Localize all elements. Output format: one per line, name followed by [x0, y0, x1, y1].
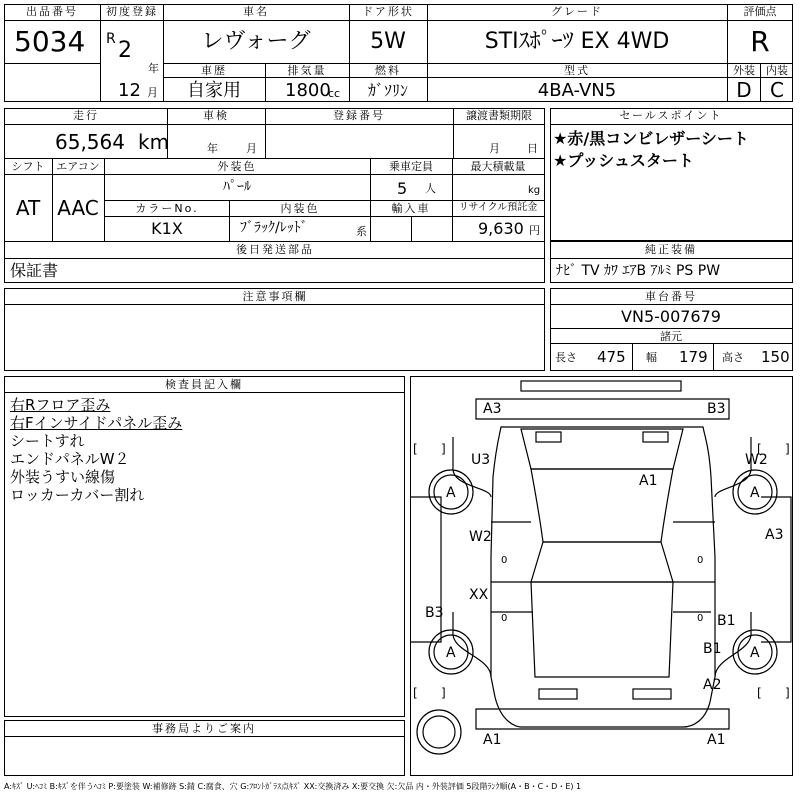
bracket-rear-right-close: ] [785, 442, 790, 456]
later-parts-label: 後日発送部品 [236, 243, 314, 256]
inspection-month-unit: 月 [246, 142, 257, 155]
score-label: 評価点 [743, 5, 777, 18]
interior-color: ﾌﾞﾗｯｸ/ﾚｯﾄﾞ [240, 220, 308, 236]
hood-panel [531, 582, 673, 677]
lot-label: 出品番号 [26, 5, 78, 18]
equipment-label: 純正装備 [645, 243, 697, 256]
exterior-score-label: 外装 [733, 64, 755, 77]
history-label: 車歴 [201, 64, 227, 77]
door-zero-4: 0 [697, 613, 704, 624]
shift-label: シフト [11, 160, 45, 173]
length-label: 長さ [555, 351, 577, 364]
office-notice-label: 事務局よりご案内 [152, 722, 256, 735]
model-code: 4BA-VN5 [537, 80, 617, 101]
capacity: 5 [397, 179, 408, 198]
inspection-year-unit: 年 [207, 142, 218, 155]
car-body-outline [491, 427, 715, 727]
mark-tire-rr: A [750, 485, 760, 501]
door-type: 5W [370, 29, 406, 54]
mark-tire-fr: A [750, 645, 760, 661]
mark-door-xx: XX [469, 587, 489, 603]
registration-month: 12 [118, 80, 141, 101]
inspector-note-line: 右Rフロア歪み [10, 396, 111, 414]
displacement-unit: cc [328, 87, 341, 100]
chassis-number: VN5-007679 [621, 307, 721, 326]
mark-fender-a2: A2 [703, 677, 722, 693]
grade-label: グレード [551, 5, 603, 18]
inspector-note-line: 右Fインサイドパネル歪み [10, 414, 183, 432]
headlamp-right [633, 689, 671, 699]
aircon-label: エアコン [56, 160, 100, 173]
diagram-rear-edge [521, 381, 681, 391]
inspector-note-line: エンドパネルW２ [10, 450, 130, 468]
inspector-note-line: シートすれ [10, 432, 85, 450]
inspector-notes-list [10, 396, 182, 504]
mark-front-right-b1: B1 [717, 613, 736, 629]
tail-lamp-right [643, 432, 668, 442]
equipment: ﾅﾋﾞ TV ｶﾜ ｴｱB ｱﾙﾐ PS PW [556, 263, 721, 279]
length: 475 [597, 348, 626, 366]
height-label: 高さ [722, 351, 744, 364]
door-zero-3: 0 [697, 555, 704, 566]
mileage-label: 走行 [73, 109, 99, 122]
interior-score: C [770, 78, 784, 102]
era: R [106, 31, 116, 47]
bracket-rear-left-open: [ [413, 442, 418, 456]
mileage: 65,564 [55, 130, 125, 154]
displacement-label: 排気量 [287, 64, 327, 77]
year-unit: 年 [148, 62, 159, 75]
mark-left-side: B3 [425, 605, 444, 621]
max-load-label: 最大積載量 [470, 160, 526, 173]
damage-diagram [410, 376, 793, 776]
bracket-front-left-close: ] [441, 686, 446, 700]
exterior-score: D [736, 78, 752, 102]
shift: AT [15, 196, 41, 220]
later-parts: 保証書 [10, 261, 59, 280]
mark-roof: A1 [639, 473, 658, 489]
color-number-label: カラーNo. [135, 202, 199, 215]
bracket-rear-right-open: [ [757, 442, 762, 456]
interior-score-label: 内装 [766, 64, 788, 77]
grade: STIｽﾎﾟｰﾂ EX 4WD [484, 29, 670, 54]
mark-rear-right: B3 [707, 401, 726, 417]
dimensions-label: 諸元 [660, 330, 682, 343]
month-unit: 月 [147, 86, 158, 99]
history: 自家用 [187, 80, 241, 101]
door-zero-1: 0 [501, 555, 508, 566]
car-name: レヴォーグ [201, 29, 311, 54]
mark-u3: U3 [471, 452, 491, 468]
bracket-rear-left-close: ] [441, 442, 446, 456]
mark-bumper-right: A1 [707, 732, 726, 748]
inspector-note-line: ロッカーカバー割れ [10, 486, 145, 504]
car-diagram-svg [411, 377, 792, 775]
windshield [531, 542, 673, 582]
transfer-day-unit: 日 [527, 142, 538, 155]
displacement: 1800 [285, 80, 331, 101]
exterior-color-label: 外装色 [217, 160, 257, 173]
car-name-label: 車名 [243, 5, 269, 18]
door-zero-2: 0 [501, 613, 508, 624]
legend: A:ｷｽﾞ U:ﾍｺﾐ B:ｷｽﾞを伴うﾍｺﾐ P:要塗装 W:補修跡 S:錆 C:腐食、穴 G:ﾌﾛﾝﾄｶﾞﾗｽ点ｷｽﾞ XX:交換済み X:要交換 欠:欠品 内・外装評価 5段階ﾗﾝｸ順(A・B・C・D・E) 1 [4, 782, 582, 791]
recycle-fee: 9,630 [478, 219, 524, 238]
height: 150 [761, 348, 790, 366]
mark-tire-rl: A [446, 485, 456, 501]
mark-rear-left: A3 [483, 401, 502, 417]
inspection-label: 車検 [203, 109, 229, 122]
registration-number-label: 登録番号 [333, 109, 385, 122]
mark-right-side: A3 [765, 527, 784, 543]
bracket-front-right-close: ] [785, 686, 790, 700]
aircon: AAC [57, 196, 99, 220]
recycle-fee-label: リサイクル預託金 [458, 202, 538, 213]
tail-lamp-left [536, 432, 561, 442]
door-type-label: ドア形状 [362, 5, 414, 18]
chassis-number-label: 車台番号 [645, 290, 697, 303]
capacity-unit: 人 [425, 182, 436, 195]
mark-door-w2: W2 [469, 529, 492, 545]
sales-points-label: セールスポイント [619, 109, 723, 122]
registration-year: 2 [118, 38, 132, 63]
width: 179 [679, 348, 708, 366]
sales-points-box [550, 108, 793, 241]
fuel-label: 燃料 [375, 64, 401, 77]
mark-fender-b1: B1 [703, 641, 722, 657]
mark-tire-fl: A [446, 645, 456, 661]
notes-label: 注意事項欄 [242, 290, 308, 303]
model-code-label: 型式 [564, 64, 590, 77]
bracket-front-left-open: [ [413, 686, 418, 700]
capacity-label: 乗車定員 [389, 160, 433, 173]
import-label: 輸入車 [391, 202, 431, 215]
color-number: K1X [151, 219, 183, 238]
transfer-month-unit: 月 [489, 142, 500, 155]
sales-point-2: ★プッシュスタート [553, 151, 694, 170]
max-load-unit: kg [528, 185, 541, 196]
first-registration-label: 初度登録 [106, 5, 158, 18]
recycle-fee-unit: 円 [529, 224, 540, 237]
interior-color-label: 内装色 [280, 202, 320, 215]
mark-bumper-left: A1 [483, 732, 502, 748]
sales-point-1: ★赤/黒コンビレザーシート [553, 129, 749, 148]
inspector-note-line: 外装うすい線傷 [10, 468, 116, 486]
rear-bumper-shape [476, 399, 729, 419]
lot-number: 5034 [14, 25, 86, 58]
mark-w2-right: W2 [745, 452, 768, 468]
transfer-deadline-label: 譲渡書類期限 [466, 109, 532, 122]
mileage-unit: km [138, 130, 170, 154]
exterior-color: ﾊﾟｰﾙ [223, 179, 251, 195]
fuel: ｶﾞｿﾘﾝ [367, 81, 409, 100]
inspector-notes-label: 検査員記入欄 [165, 378, 243, 391]
width-label: 幅 [646, 351, 657, 364]
interior-color-suffix: 系 [356, 225, 367, 238]
bracket-front-right-open: [ [757, 686, 762, 700]
score: R [750, 25, 770, 58]
rear-glass [521, 429, 683, 469]
headlamp-left [539, 689, 577, 699]
